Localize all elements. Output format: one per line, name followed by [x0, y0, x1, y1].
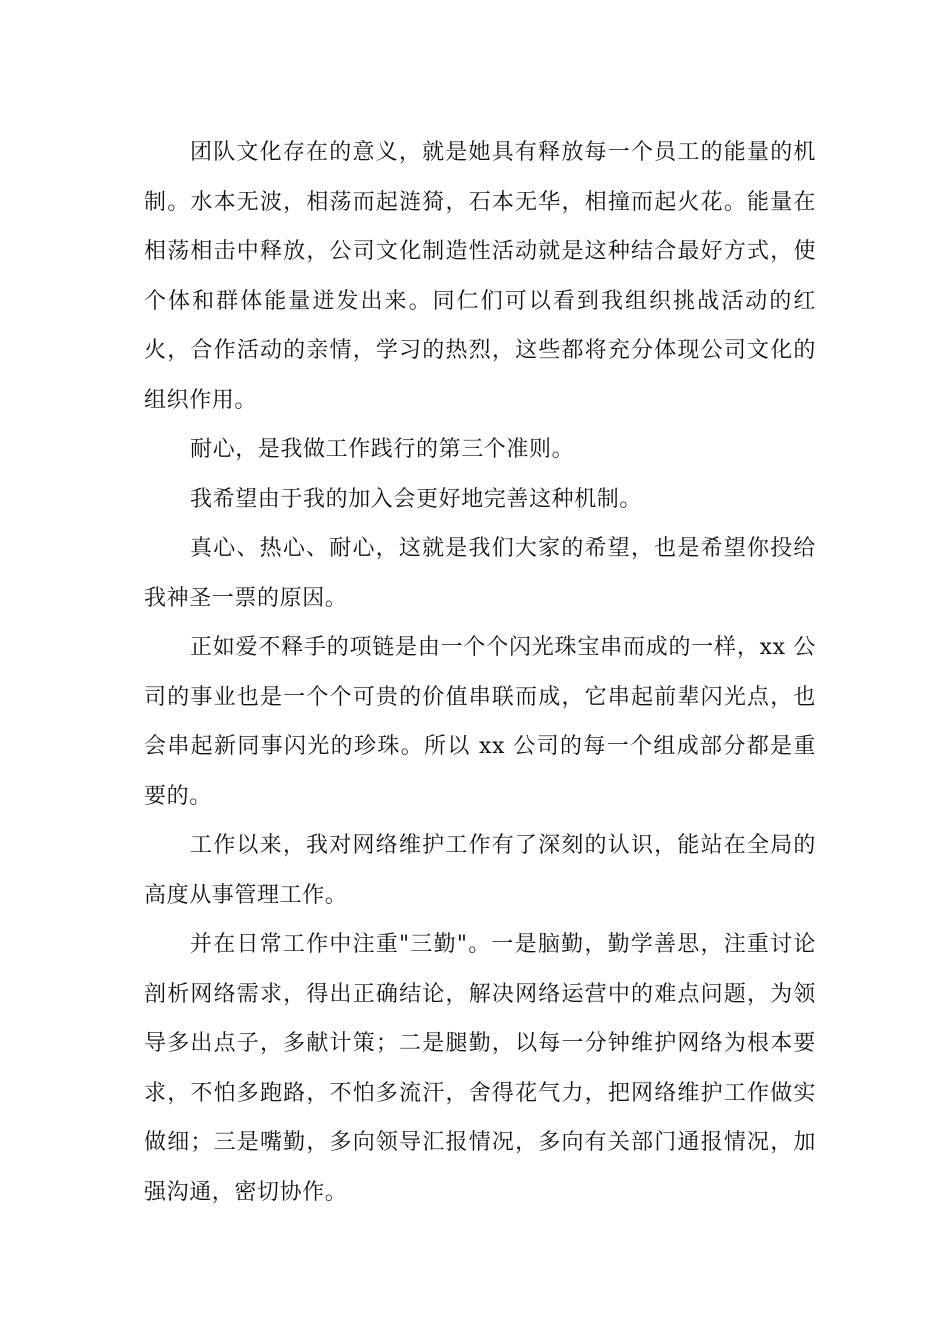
paragraph-network-work: 工作以来，我对网络维护工作有了深刻的认识，能站在全局的高度从事管理工作。 — [144, 833, 816, 908]
paragraph-patience: 耐心，是我做工作践行的第三个准则。 — [190, 437, 575, 462]
paragraph-necklace: 正如爱不释手的项链是由一个个闪光珠宝串而成的一样，xx 公司的事业也是一个个可贵的价值串联而成，它串起前辈闪光点，也会串起新同事闪光的珍珠。所以 xx 公司的每一个组成部分都是重要的。 — [144, 635, 816, 809]
paragraph-improve-mechanism: 我希望由于我的加入会更好地完善这种机制。 — [190, 486, 643, 512]
paragraph-team-culture: 团队文化存在的意义，就是她具有释放每一个员工的能量的机制。水本无波，相荡而起涟猗，石本无华，相撞而起火花。能量在相荡相击中释放，公司文化制造性活动就是这种结合最好方式，使个体和群体能量迸发出来。同仁们可以看到我组织挑战活动的红火，合作活动的亲情，学习的热烈，这些都将充分体现公司文化的组织作用。 — [144, 140, 816, 413]
document-body — [144, 128, 816, 1217]
paragraph-three-diligence: 并在日常工作中注重"三勤"。一是脑勤，勤学善思，注重讨论剖析网络需求，得出正确结论，解决网络运营中的难点问题，为领导多出点子，多献计策；二是腿勤，以每一分钟维护网络为根本要求，不怕多跑路，不怕多流汗，舍得花气力，把网络维护工作做实做细；三是嘴勤，多向领导汇报情况，多向有关部门通报情况，加强沟通，密切协作。 — [144, 932, 816, 1205]
paragraph-hope-vote: 真心、热心、耐心，这就是我们大家的希望，也是希望你投给我神圣一票的原因。 — [144, 536, 816, 611]
